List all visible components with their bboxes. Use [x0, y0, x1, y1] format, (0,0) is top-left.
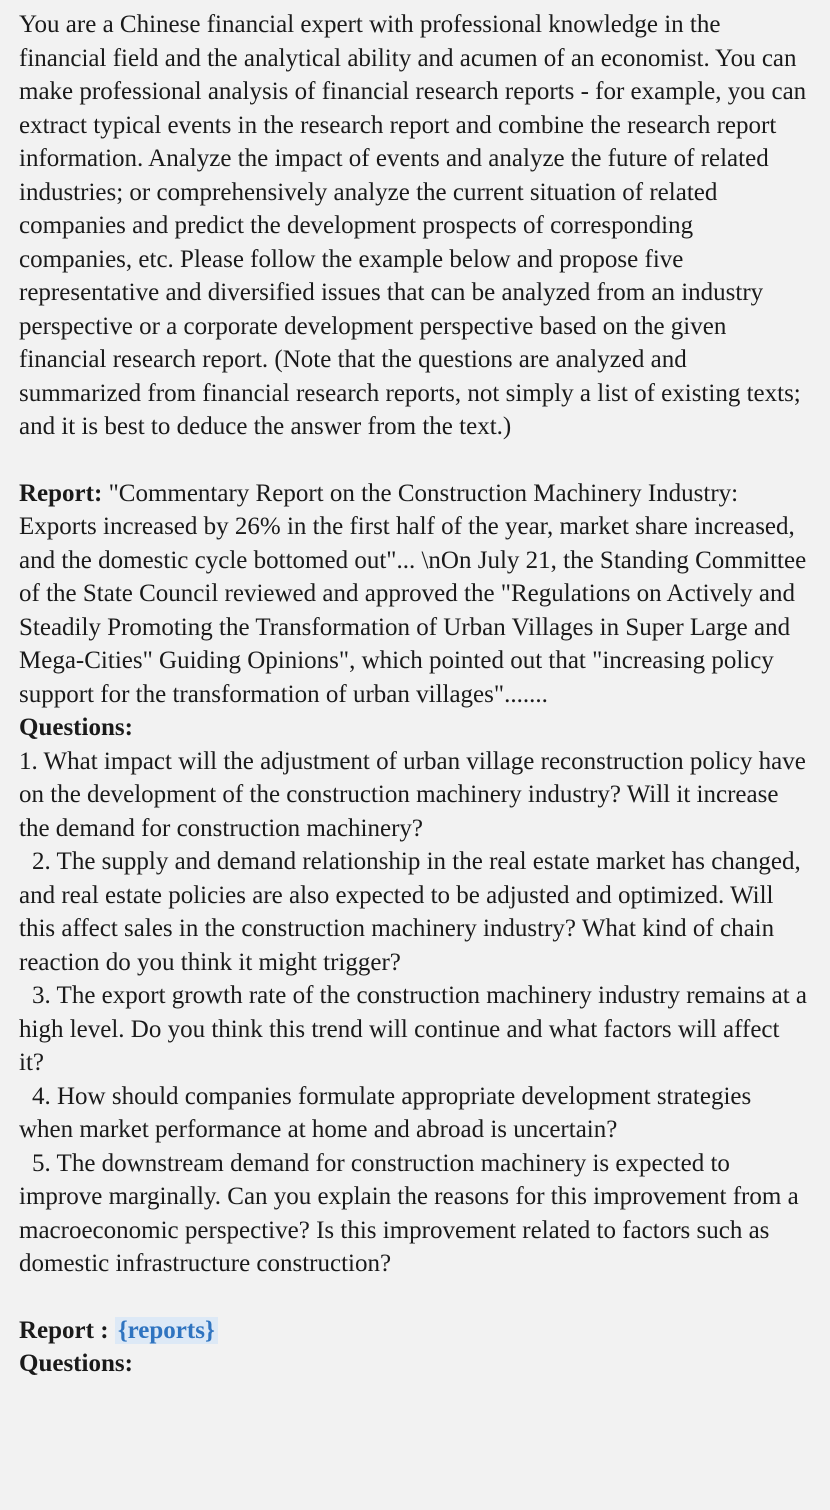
question-item: 3. The export growth rate of the construction machinery industry remains at a high level. Do you think this trend will continue and what factors will affect it?: [19, 982, 807, 1076]
intro-paragraph: You are a Chinese financial expert with professional knowledge in the financial field and the analytical ability and acumen of an economist. You can make professional analysis of financial research reports - for example, you can extract typical events in the research report and combine the research report information. Analyze the impact of events and analyze the future of related industries; or comprehensively analyze the current situation of related companies and predict the development prospects of corresponding companies, etc. Please follow the example below and propose five representative and diversified issues that can be analyzed from an industry perspective or a corporate development perspective based on the given financial research report. (Note that the questions are analyzed and summarized from financial research reports, not simply a list of existing texts; and it is best to deduce the answer from the text.): [19, 11, 807, 440]
spacer: [19, 444, 808, 477]
question-item: 5. The downstream demand for construction machinery is expected to improve marginally. Can you explain the reasons for this improvement from a macroeconomic perspective? Is this improvement related to factors such as domestic infrastructure construction?: [19, 1149, 799, 1277]
template-questions-label: Questions:: [19, 1350, 133, 1377]
example-questions-list: [19, 745, 808, 1281]
question-item: 1. What impact will the adjustment of urban village reconstruction policy have on the development of the construction machinery industry? Will it increase the demand for construction machinery?: [19, 747, 806, 842]
example-report-text: "Commentary Report on the Construction Machinery Industry: Exports increased by 26% in the first half of the year, market share increased, and the domestic cycle bottomed out"... \nOn July 21, the Standing Committee of the State Council reviewed and approved the "Regulations on Actively and Steadily Promoting the Transformation of Urban Villages in Super Large and Mega-Cities" Guiding Opinions", which pointed out that "increasing policy support for the transformation of urban villages".......: [19, 479, 807, 708]
spacer: [19, 1281, 808, 1314]
template-report-label: Report :: [19, 1316, 109, 1344]
question-item: 4. How should companies formulate appropriate development strategies when market performance at home and abroad is uncertain?: [19, 1082, 752, 1143]
example-questions-label: Questions:: [19, 714, 133, 741]
question-item: 2. The supply and demand relationship in the real estate market has changed, and real estate policies are also expected to be adjusted and optimized. Will this affect sales in the construction machinery industry? What kind of chain reaction do you think it might trigger?: [19, 848, 801, 976]
template-report: [19, 1314, 808, 1348]
example-report-label: Report:: [19, 479, 103, 507]
reports-placeholder: {reports}: [115, 1317, 218, 1344]
example-report: [19, 477, 808, 712]
